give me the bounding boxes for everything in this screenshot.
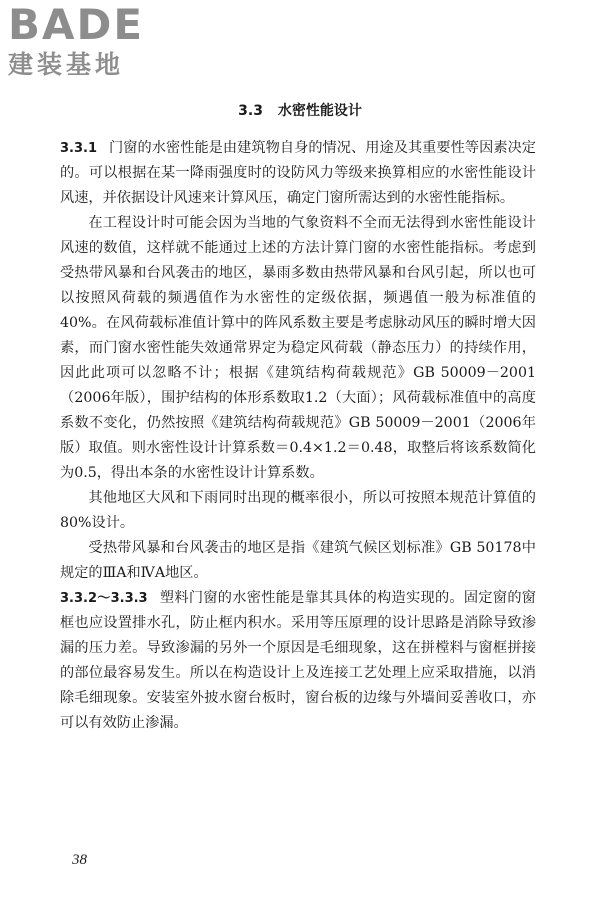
bade-logo xyxy=(8,2,178,80)
clause-paragraph xyxy=(60,586,536,736)
clause-number: 3.3.2～3.3.3 xyxy=(60,591,148,606)
section-number: 3.3 xyxy=(238,103,263,119)
paragraph-text: 门窗的水密性能是由建筑物自身的情况、用途及其重要性等因素决定的。可以根据在某一降雨强度时的设防风力等级来换算相应的水密性能设计风速，并依据设计风速来计算风压，确定门窗所需达到的水密性能指标。 xyxy=(60,140,536,206)
paragraph-text: 受热带风暴和台风袭击的地区是指《建筑气候区划标准》GB 50178中规定的ⅢA和ⅣA地区。 xyxy=(60,540,536,581)
clause-number: 3.3.1 xyxy=(60,141,98,156)
paragraph-text: 其他地区大风和下雨同时出现的概率很小，所以可按照本规范计算值的80%设计。 xyxy=(60,490,536,531)
paragraph-text: 塑料门窗的水密性能是靠其具体的构造实现的。固定窗的窗框也应设置排水孔，防止框内积水。采用等压原理的设计思路是消除导致渗漏的压力差。导致渗漏的另外一个原因是毛细现象，这在拼樘料与窗框拼接的部位最容易发生。所以在构造设计上及连接工艺处理上应采取措施，以消除毛细现象。安装室外披水窗台板时，窗台板的边缘与外墙间妥善收口，亦可以有效防止渗漏。 xyxy=(60,590,536,731)
paragraph xyxy=(60,536,536,586)
clause-paragraph xyxy=(60,136,536,211)
paragraph xyxy=(60,211,536,486)
page-number: 38 xyxy=(72,852,87,868)
body-text xyxy=(60,136,536,736)
logo-text: BADE xyxy=(8,0,145,49)
section-heading xyxy=(0,100,600,120)
logo-subtitle: 建装基地 xyxy=(8,50,125,79)
section-title: 水密性能设计 xyxy=(277,103,362,119)
paragraph xyxy=(60,486,536,536)
paragraph-text: 在工程设计时可能会因为当地的气象资料不全而无法得到水密性能设计风速的数值，这样就不能通过上述的方法计算门窗的水密性能指标。考虑到受热带风暴和台风袭击的地区，暴雨多数由热带风暴和台风引起，所以也可以按照风荷载的频遇值作为水密性的定级依据，频遇值一般为标准值的40%。在风荷载标准值计算中的阵风系数主要是考虑脉动风压的瞬时增大因素，而门窗水密性能失效通常界定为稳定风荷载（静态压力）的持续作用，因此此项可以忽略不计；根据《建筑结构荷载规范》GB 50009－2001（2006年版），围护结构的体形系数取1.2（大面）；风荷载标准值中的高度系数不变化，仍然按照《建筑结构荷载规范》GB 50009－2001（2006年版）取值。则水密性设计计算系数＝0.4×1.2＝0.48，取整后将该系数简化为0.5，得出本条的水密性设计计算系数。 xyxy=(60,215,536,481)
